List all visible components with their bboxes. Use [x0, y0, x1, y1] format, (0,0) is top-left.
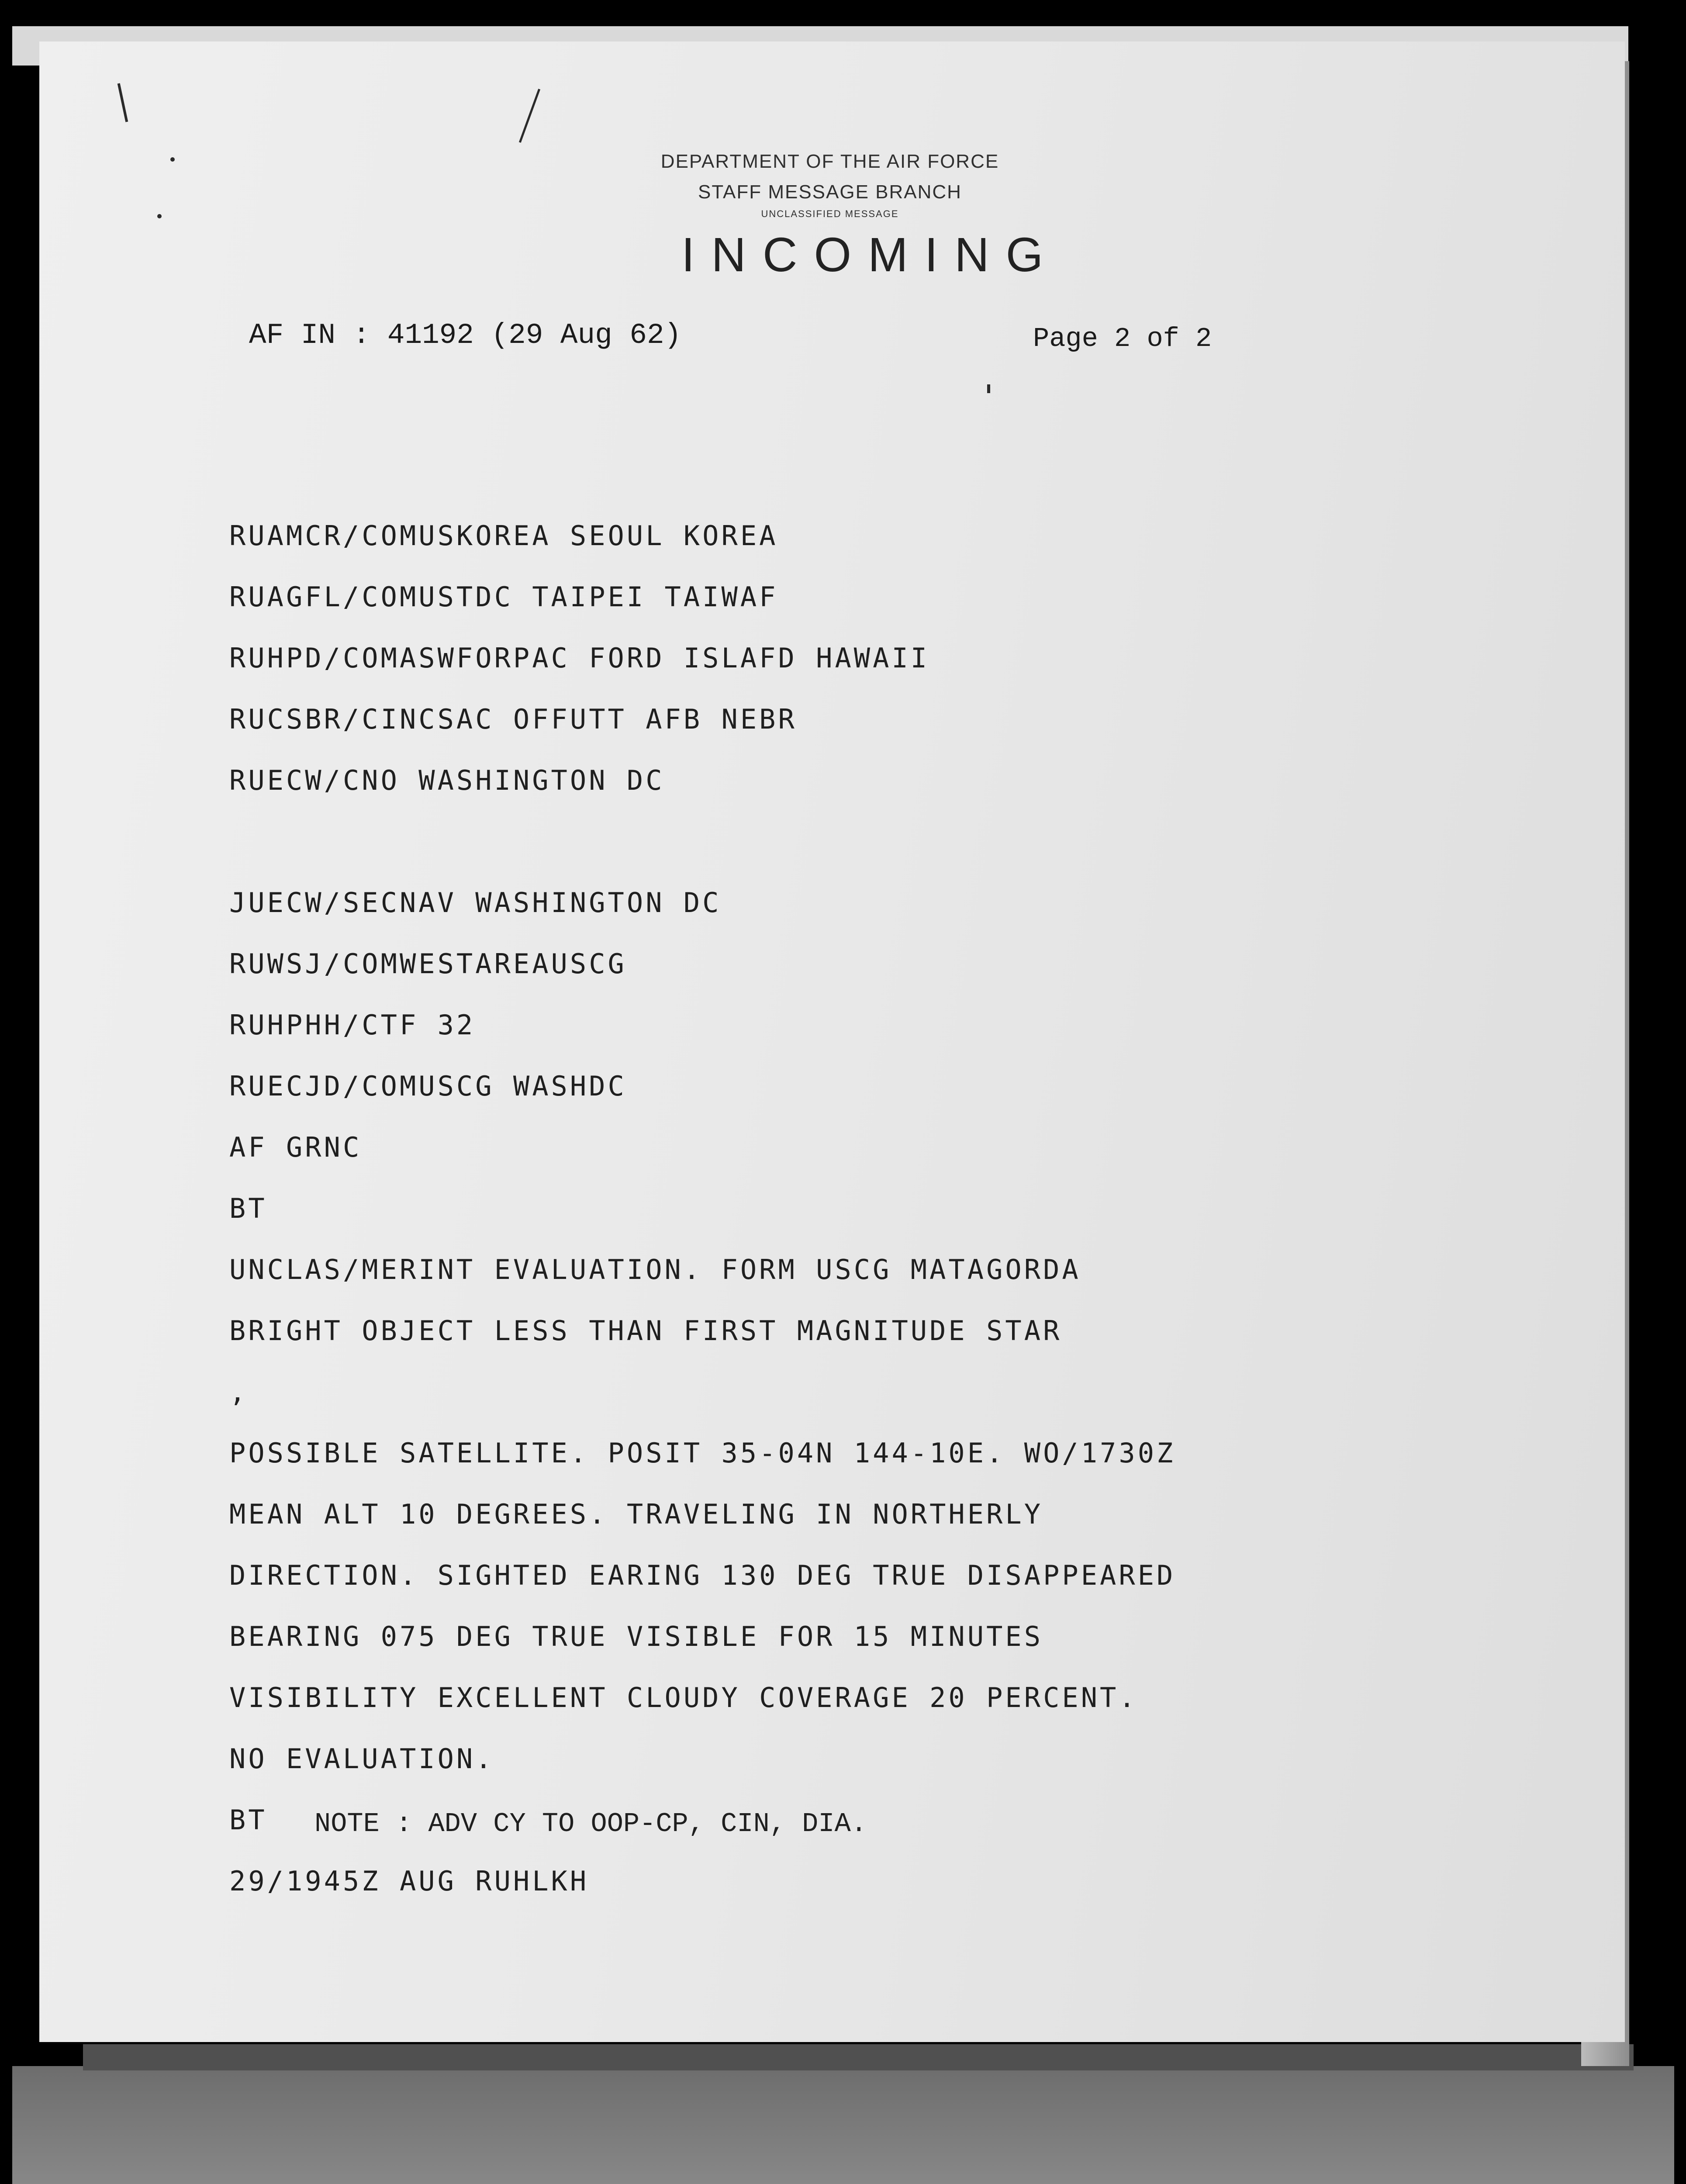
- routing-line: JUECW/SECNAV WASHINGTON DC: [229, 887, 722, 919]
- routing-line: RUCSBR/CINCSAC OFFUTT AFB NEBR: [229, 703, 797, 735]
- message-line: POSSIBLE SATELLITE. POSIT 35-04N 144-10E. WO/1730Z: [229, 1437, 1176, 1469]
- stray-mark: [987, 384, 990, 393]
- backing-board: [12, 2066, 1674, 2184]
- message-line: BEARING 075 DEG TRUE VISIBLE FOR 15 MINUTES: [229, 1621, 1043, 1652]
- stray-mark: [157, 214, 162, 218]
- routing-line: RUWSJ/COMWESTAREAUSCG: [229, 948, 627, 980]
- message-line: VISIBILITY EXCELLENT CLOUDY COVERAGE 20 PERCENT.: [229, 1682, 1138, 1714]
- routing-line: RUAGFL/COMUSTDC TAIPEI TAIWAF: [229, 581, 778, 613]
- routing-line: RUHPHH/CTF 32: [229, 1009, 476, 1041]
- letterhead-department: DEPARTMENT OF THE AIR FORCE: [660, 151, 999, 172]
- letterhead: [612, 146, 1048, 221]
- message-line: UNCLAS/MERINT EVALUATION. FORM USCG MATAGORDA: [229, 1254, 1081, 1286]
- date-time-group: 29/1945Z AUG RUHLKH: [229, 1865, 589, 1897]
- routing-line: RUHPD/COMASWFORPAC FORD ISLAFD HAWAII: [229, 642, 930, 674]
- message-line: BRIGHT OBJECT LESS THAN FIRST MAGNITUDE STAR: [229, 1315, 1062, 1347]
- routing-line: RUAMCR/COMUSKOREA SEOUL KOREA: [229, 520, 778, 552]
- page-shadow: [83, 2044, 1634, 2070]
- message-line: NO EVALUATION.: [229, 1743, 494, 1775]
- message-line: ,: [229, 1376, 249, 1408]
- break-marker: BT: [229, 1804, 267, 1836]
- page-number: Page 2 of 2: [1033, 323, 1212, 354]
- stray-mark: [170, 157, 175, 162]
- message-line: DIRECTION. SIGHTED EARING 130 DEG TRUE DISAPPEARED: [229, 1559, 1176, 1591]
- break-marker: BT: [229, 1192, 267, 1224]
- distribution-note: NOTE : ADV CY TO OOP-CP, CIN, DIA.: [314, 1808, 867, 1839]
- document-title: INCOMING: [681, 228, 1060, 282]
- routing-line: AF GRNC: [229, 1131, 362, 1163]
- letterhead-branch: STAFF MESSAGE BRANCH: [698, 181, 962, 203]
- routing-line: RUECW/CNO WASHINGTON DC: [229, 764, 665, 796]
- routing-line: RUECJD/COMUSCG WASHDC: [229, 1070, 627, 1102]
- message-line: MEAN ALT 10 DEGREES. TRAVELING IN NORTHERLY: [229, 1498, 1043, 1530]
- af-in-number: AF IN : 41192 (29 Aug 62): [249, 319, 682, 352]
- letterhead-classification: UNCLASSIFIED MESSAGE: [761, 208, 899, 219]
